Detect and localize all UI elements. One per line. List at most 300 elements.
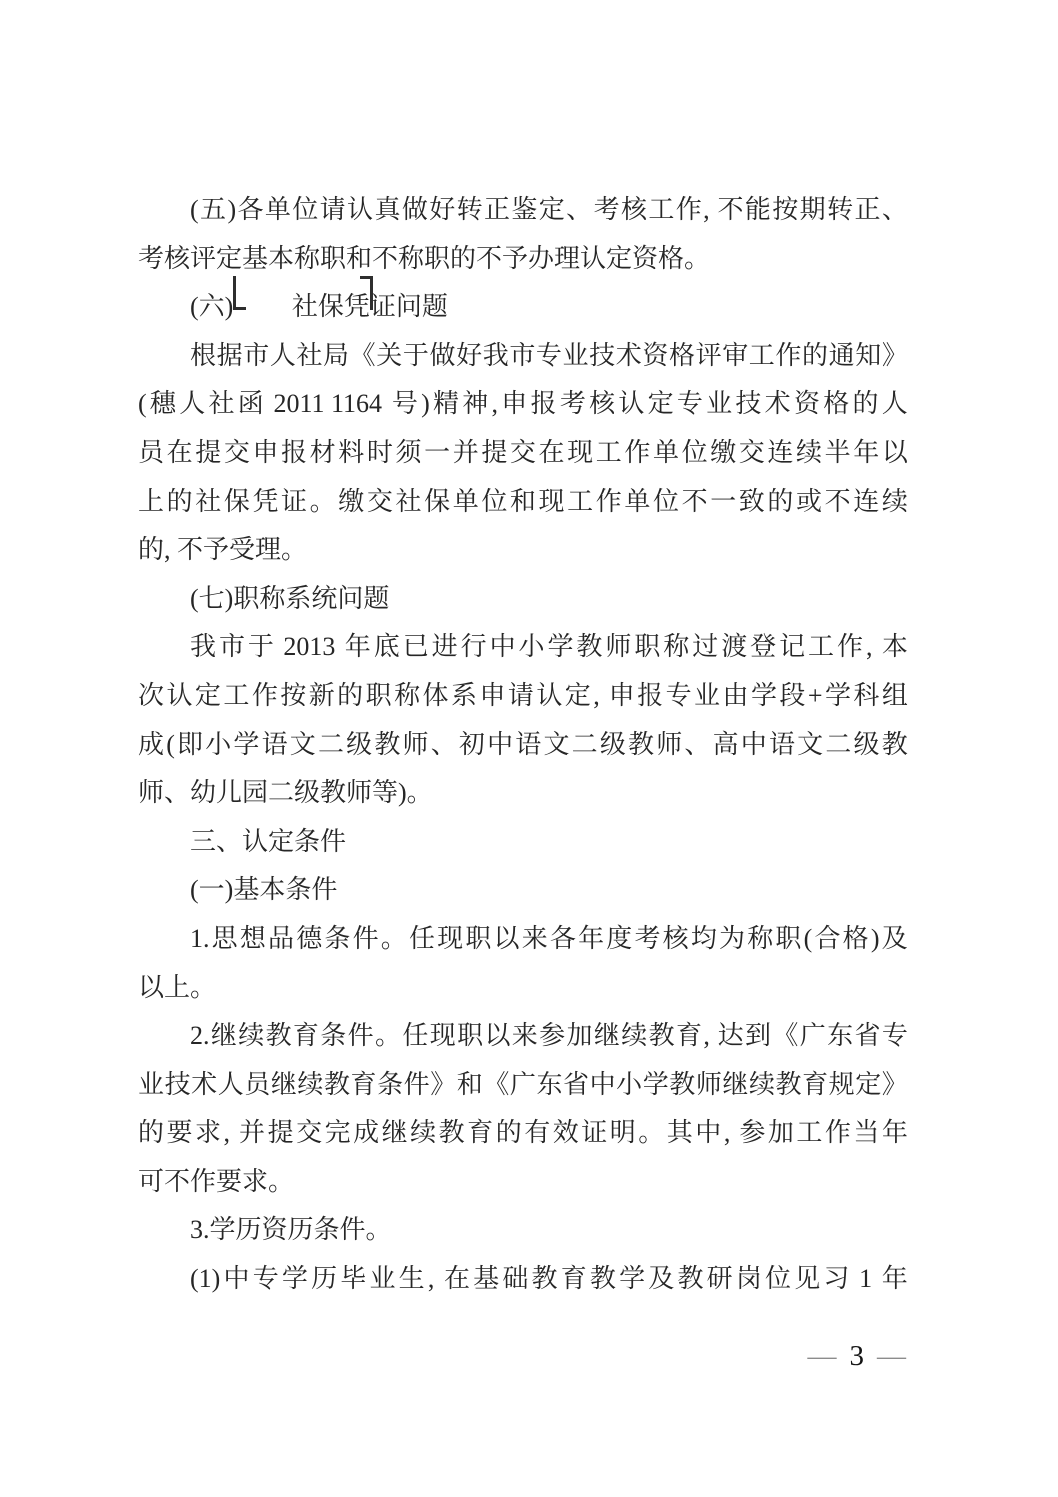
text-token: 1 bbox=[852, 1264, 879, 1294]
text-token: 期 bbox=[799, 195, 826, 224]
text-token: 各 bbox=[237, 195, 264, 224]
heading-item-1-basic: (一)基本条件 bbox=[190, 875, 338, 905]
text-token: 号 bbox=[391, 389, 418, 419]
text-token: 科 bbox=[853, 680, 880, 710]
text-token: 到 bbox=[745, 1021, 772, 1051]
text-token: 中 bbox=[223, 1264, 250, 1294]
text-token: 单 bbox=[264, 195, 291, 224]
text-token: 技 bbox=[589, 340, 616, 370]
text-token: 育 bbox=[292, 1021, 319, 1051]
text-token: 或 bbox=[796, 486, 823, 516]
text-token: 《 bbox=[349, 340, 376, 370]
text-token: , bbox=[703, 1021, 717, 1051]
text-token: 能 bbox=[744, 195, 771, 224]
text-token: 任 bbox=[402, 1021, 429, 1051]
text-token: 好 bbox=[456, 340, 483, 370]
text-token: 现 bbox=[538, 486, 565, 516]
text-token: 教 bbox=[438, 1118, 465, 1148]
text-token: 社 bbox=[208, 389, 235, 419]
text-token: 见 bbox=[794, 1264, 821, 1294]
text-token: 为 bbox=[719, 923, 746, 953]
text-token: 认 bbox=[166, 680, 193, 710]
text-token: 继 bbox=[593, 1021, 620, 1051]
text-token: 教 bbox=[648, 1021, 675, 1051]
text-token: 市 bbox=[243, 340, 270, 370]
text-token: 继 bbox=[381, 1118, 408, 1148]
paragraph-line bbox=[138, 672, 908, 721]
text-token: 上 bbox=[138, 486, 165, 516]
text-token: 2013 bbox=[276, 632, 342, 662]
text-token: 单 bbox=[624, 486, 651, 516]
text-token: 进 bbox=[431, 632, 458, 662]
text-token: 《 bbox=[483, 1069, 510, 1099]
annotated-text: 社保凭 bbox=[240, 283, 370, 332]
text-token: 职 bbox=[365, 680, 392, 710]
text-token: 度 bbox=[606, 923, 633, 953]
text-token: 我 bbox=[190, 632, 217, 662]
text-token: 的 bbox=[767, 486, 794, 516]
text-token: 思 bbox=[211, 923, 238, 953]
text-token: 文 bbox=[543, 729, 570, 759]
text-token: 工 bbox=[796, 1118, 823, 1148]
text-token: 研 bbox=[706, 1264, 733, 1294]
text-token: 中 bbox=[695, 1118, 722, 1148]
text-token: 按 bbox=[772, 195, 799, 224]
text-token: 小 bbox=[205, 729, 232, 759]
text-token: 作 bbox=[775, 340, 802, 370]
text-token: 技 bbox=[735, 389, 762, 419]
text-token: 的 bbox=[138, 1118, 165, 1148]
text-token: , bbox=[491, 389, 499, 419]
text-token: 员 bbox=[244, 1069, 271, 1099]
text-token: 真 bbox=[374, 195, 401, 224]
text-token: 及 bbox=[881, 923, 908, 953]
text-token: 语 bbox=[515, 729, 542, 759]
text-token: 教 bbox=[628, 729, 655, 759]
text-token: 底 bbox=[373, 632, 400, 662]
text-token: 高 bbox=[712, 729, 739, 759]
text-token: 德 bbox=[296, 923, 323, 953]
text-token: 东 bbox=[536, 1069, 563, 1099]
text-token: 业 bbox=[706, 389, 733, 419]
page-number-dash-left: — bbox=[807, 1340, 837, 1372]
text-token: 时 bbox=[366, 437, 393, 467]
text-token: 专 bbox=[535, 340, 562, 370]
paragraph-line: 的, 不予受理。 bbox=[138, 535, 308, 565]
text-token: 1. bbox=[190, 923, 210, 953]
text-token: 段 bbox=[779, 680, 806, 710]
line-text: (六) bbox=[190, 292, 240, 322]
text-token: 生 bbox=[398, 1264, 425, 1294]
text-token: 称 bbox=[394, 680, 421, 710]
text-token: 历 bbox=[311, 1264, 338, 1294]
text-token: 要 bbox=[166, 1118, 193, 1148]
text-token: 位 bbox=[652, 486, 679, 516]
text-token: 任 bbox=[408, 923, 435, 953]
text-token: 小 bbox=[616, 1069, 643, 1099]
text-token: 请 bbox=[319, 195, 346, 224]
text-token: 件 bbox=[347, 1021, 374, 1051]
insertion-bracket-left-icon bbox=[233, 276, 246, 310]
text-token: 有 bbox=[524, 1118, 551, 1148]
text-token: 职 bbox=[465, 923, 492, 953]
text-token: 工 bbox=[223, 680, 250, 710]
text-token: 申 bbox=[479, 680, 506, 710]
text-token: 交 bbox=[296, 1118, 323, 1148]
text-token: 教 bbox=[881, 729, 908, 759]
text-token: 续 bbox=[238, 1021, 265, 1051]
text-token: 基 bbox=[473, 1264, 500, 1294]
paragraph-line bbox=[138, 1012, 908, 1061]
text-token: 础 bbox=[502, 1264, 529, 1294]
text-token: 不 bbox=[717, 195, 744, 224]
text-token: 于 bbox=[247, 632, 274, 662]
paragraph-line: 以上。 bbox=[138, 972, 217, 1002]
text-token: 材 bbox=[309, 437, 336, 467]
text-token: 报 bbox=[530, 389, 557, 419]
text-token: 2. bbox=[190, 1021, 210, 1051]
text-token: 成 bbox=[138, 729, 165, 759]
text-token: 参 bbox=[539, 1021, 566, 1051]
text-token: 业 bbox=[562, 340, 589, 370]
paragraph-line bbox=[138, 915, 908, 964]
text-token: 加 bbox=[767, 1118, 794, 1148]
text-token: 鉴 bbox=[511, 195, 538, 224]
text-token: 业 bbox=[138, 1069, 165, 1099]
paragraph-line bbox=[138, 186, 908, 235]
text-token: 来 bbox=[521, 923, 548, 953]
text-token: ) bbox=[227, 195, 237, 224]
text-token: 核 bbox=[662, 923, 689, 953]
text-token: 转 bbox=[827, 195, 854, 224]
text-token: 及 bbox=[648, 1264, 675, 1294]
text-token: 续 bbox=[881, 486, 908, 516]
text-token: 文 bbox=[797, 729, 824, 759]
text-token: 习 bbox=[823, 1264, 850, 1294]
text-token: 提 bbox=[481, 437, 508, 467]
text-token: 》 bbox=[430, 1069, 457, 1099]
text-token: (1) bbox=[190, 1264, 221, 1294]
text-token: 业 bbox=[694, 680, 721, 710]
text-token: 术 bbox=[615, 340, 642, 370]
text-token: 核 bbox=[620, 195, 647, 224]
text-token: 证 bbox=[581, 1118, 608, 1148]
text-token: 本 bbox=[881, 632, 908, 662]
text-token: 考 bbox=[634, 923, 661, 953]
text-token: 条 bbox=[324, 923, 351, 953]
text-token: 学 bbox=[281, 1264, 308, 1294]
text-token: 并 bbox=[452, 437, 479, 467]
text-token: 现 bbox=[437, 923, 464, 953]
text-token: 报 bbox=[281, 437, 308, 467]
text-token: 条 bbox=[377, 1069, 404, 1099]
text-token: 学 bbox=[619, 1264, 646, 1294]
text-token: 核 bbox=[589, 389, 616, 419]
text-token: 的 bbox=[166, 486, 193, 516]
text-token: 语 bbox=[768, 729, 795, 759]
text-token: 申 bbox=[252, 437, 279, 467]
text-token: 师 bbox=[656, 729, 683, 759]
text-token: 考 bbox=[593, 195, 620, 224]
text-token: 正 bbox=[484, 195, 511, 224]
text-token: 文 bbox=[289, 729, 316, 759]
paragraph-line bbox=[138, 1255, 908, 1304]
text-token: , bbox=[427, 1264, 441, 1294]
text-token: 教 bbox=[531, 1264, 558, 1294]
text-token: 保 bbox=[223, 486, 250, 516]
text-token: ) bbox=[870, 923, 880, 953]
text-token: 交 bbox=[509, 437, 536, 467]
text-token: 规 bbox=[828, 1069, 855, 1099]
text-token: 加 bbox=[566, 1021, 593, 1051]
text-token: 术 bbox=[764, 389, 791, 419]
text-token: 毕 bbox=[340, 1264, 367, 1294]
text-token: 育 bbox=[675, 1021, 702, 1051]
text-token: 年 bbox=[881, 1118, 908, 1148]
text-token: 提 bbox=[195, 437, 222, 467]
text-token: 按 bbox=[280, 680, 307, 710]
text-token: 精 bbox=[433, 389, 460, 419]
document-body bbox=[138, 186, 908, 1304]
text-token: 专 bbox=[252, 1264, 279, 1294]
text-token: 社 bbox=[296, 340, 323, 370]
text-token: 定 bbox=[194, 680, 221, 710]
text-token: 件 bbox=[352, 923, 379, 953]
text-token: 教 bbox=[265, 1021, 292, 1051]
text-token: 工 bbox=[748, 340, 775, 370]
text-token: , bbox=[703, 195, 717, 224]
text-token: 半 bbox=[824, 437, 851, 467]
text-token: 定 bbox=[855, 1069, 882, 1099]
text-token: 渡 bbox=[721, 632, 748, 662]
heading-item-7: (七)职称系统问题 bbox=[190, 583, 390, 613]
text-token: 二 bbox=[571, 729, 598, 759]
text-token: 缴 bbox=[338, 486, 365, 516]
text-token: 由 bbox=[722, 680, 749, 710]
text-token: 好 bbox=[429, 195, 456, 224]
text-token: 教 bbox=[323, 1069, 350, 1099]
text-token: 社 bbox=[195, 486, 222, 516]
text-token: 做 bbox=[429, 340, 456, 370]
text-token: 资 bbox=[642, 340, 669, 370]
text-token: 称 bbox=[663, 632, 690, 662]
text-token: 工 bbox=[648, 195, 675, 224]
text-token: 保 bbox=[424, 486, 451, 516]
text-token: 作 bbox=[624, 437, 651, 467]
text-token: 报 bbox=[637, 680, 664, 710]
text-token: 年 bbox=[344, 632, 371, 662]
text-token: , bbox=[723, 1118, 737, 1148]
text-token: 中 bbox=[489, 632, 516, 662]
text-token: 职 bbox=[634, 632, 661, 662]
text-token: 请 bbox=[507, 680, 534, 710]
text-token: 品 bbox=[268, 923, 295, 953]
text-token: 师 bbox=[605, 632, 632, 662]
paragraph-line bbox=[138, 623, 908, 672]
text-token: 师 bbox=[402, 729, 429, 759]
text-token: 社 bbox=[395, 486, 422, 516]
text-token: 技 bbox=[164, 1069, 191, 1099]
text-token: 连 bbox=[767, 437, 794, 467]
text-token: 教 bbox=[589, 1264, 616, 1294]
text-token: 年 bbox=[853, 437, 880, 467]
text-token: 一 bbox=[424, 437, 451, 467]
text-token: 位 bbox=[765, 1264, 792, 1294]
text-token: 岗 bbox=[735, 1264, 762, 1294]
text-token: 达 bbox=[717, 1021, 744, 1051]
text-token: 过 bbox=[692, 632, 719, 662]
text-token: 、 bbox=[566, 195, 593, 224]
paragraph-line: 可不作要求。 bbox=[138, 1166, 295, 1196]
text-token: 教 bbox=[775, 1069, 802, 1099]
heading-item-3-qualification: 3.学历资历条件。 bbox=[190, 1215, 392, 1245]
text-token: 证 bbox=[281, 486, 308, 516]
page-number-value: 3 bbox=[849, 1340, 864, 1372]
text-token: 格 bbox=[842, 923, 869, 953]
text-token: 和 bbox=[456, 1069, 483, 1099]
text-token: 作 bbox=[837, 632, 864, 662]
text-token: 来 bbox=[511, 1021, 538, 1051]
text-token: 条 bbox=[320, 1021, 347, 1051]
text-token: 作 bbox=[675, 195, 702, 224]
text-token: 省 bbox=[563, 1069, 590, 1099]
text-token: 记 bbox=[779, 632, 806, 662]
text-token: 须 bbox=[395, 437, 422, 467]
paragraph-line bbox=[138, 1061, 908, 1110]
text-token: 其 bbox=[666, 1118, 693, 1148]
text-token: + bbox=[807, 680, 823, 710]
text-token: 二 bbox=[825, 729, 852, 759]
text-token: 组 bbox=[881, 680, 908, 710]
text-token: 育 bbox=[467, 1118, 494, 1148]
text-token: 作 bbox=[595, 486, 622, 516]
text-token: 料 bbox=[338, 437, 365, 467]
text-token: 行 bbox=[460, 632, 487, 662]
text-token: 资 bbox=[793, 389, 820, 419]
text-token: 继 bbox=[722, 1069, 749, 1099]
text-token: 神 bbox=[462, 389, 489, 419]
text-token: 位 bbox=[681, 437, 708, 467]
text-token: 人 bbox=[881, 389, 908, 419]
text-token: 关 bbox=[376, 340, 403, 370]
text-token: 于 bbox=[402, 340, 429, 370]
text-token: 位 bbox=[481, 486, 508, 516]
text-token: 评 bbox=[695, 340, 722, 370]
text-token: 年 bbox=[578, 923, 605, 953]
paragraph-line bbox=[138, 478, 908, 527]
text-token: 合 bbox=[814, 923, 841, 953]
text-token: 根 bbox=[190, 340, 217, 370]
paragraph-line bbox=[138, 429, 908, 478]
line-text: 证问题 bbox=[369, 292, 448, 322]
text-token: 称 bbox=[747, 923, 774, 953]
text-token: 育 bbox=[802, 1069, 829, 1099]
text-token: 定 bbox=[538, 195, 565, 224]
text-token: , bbox=[593, 680, 607, 710]
text-token: 提 bbox=[267, 1118, 294, 1148]
text-token: 交 bbox=[223, 437, 250, 467]
text-token: 致 bbox=[738, 486, 765, 516]
text-token: 我 bbox=[482, 340, 509, 370]
paragraph-line: 师、幼儿园二级教师等)。 bbox=[138, 778, 433, 808]
text-token: ( bbox=[166, 729, 175, 759]
text-token: 语 bbox=[261, 729, 288, 759]
insertion-bracket-right-icon bbox=[360, 276, 373, 310]
text-token: 作 bbox=[824, 1118, 851, 1148]
text-token: 学 bbox=[750, 680, 777, 710]
text-token: 在 bbox=[443, 1264, 470, 1294]
text-token: 现 bbox=[567, 437, 594, 467]
text-token: 中 bbox=[589, 1069, 616, 1099]
text-token: 五 bbox=[200, 195, 227, 224]
text-token: 续 bbox=[621, 1021, 648, 1051]
text-token: 局 bbox=[323, 340, 350, 370]
text-token: 教 bbox=[677, 1264, 704, 1294]
text-token: 明 bbox=[609, 1118, 636, 1148]
text-token: 在 bbox=[538, 437, 565, 467]
text-token: 缴 bbox=[710, 437, 737, 467]
text-token: 据 bbox=[216, 340, 243, 370]
text-token: 小 bbox=[518, 632, 545, 662]
text-token: 专 bbox=[665, 680, 692, 710]
text-token: 中 bbox=[740, 729, 767, 759]
text-token: 续 bbox=[748, 1069, 775, 1099]
text-token: 继 bbox=[210, 1021, 237, 1051]
text-token: 师 bbox=[695, 1069, 722, 1099]
text-token: 人 bbox=[179, 389, 206, 419]
text-token: 连 bbox=[853, 486, 880, 516]
text-token: 即 bbox=[177, 729, 204, 759]
text-token: 育 bbox=[560, 1264, 587, 1294]
text-token: 现 bbox=[429, 1021, 456, 1051]
text-token: 凭 bbox=[252, 486, 279, 516]
text-token: 专 bbox=[881, 1021, 908, 1051]
text-token: 广 bbox=[799, 1021, 826, 1051]
text-token: 。 bbox=[309, 486, 336, 516]
text-token: 位 bbox=[292, 195, 319, 224]
text-token: 转 bbox=[456, 195, 483, 224]
text-token: ( bbox=[803, 923, 813, 953]
text-token: 级 bbox=[346, 729, 373, 759]
text-token: 穗 bbox=[149, 389, 176, 419]
text-token: ( bbox=[190, 195, 199, 224]
text-token: 学 bbox=[824, 680, 851, 710]
text-token: 东 bbox=[827, 1021, 854, 1051]
text-token: 业 bbox=[369, 1264, 396, 1294]
text-token: 续 bbox=[297, 1069, 324, 1099]
text-token: 继 bbox=[270, 1069, 297, 1099]
text-token: 格 bbox=[668, 340, 695, 370]
paragraph-line bbox=[138, 721, 908, 770]
text-token: 和 bbox=[509, 486, 536, 516]
text-token: 年 bbox=[881, 1264, 908, 1294]
text-token: 交 bbox=[738, 437, 765, 467]
text-token: , bbox=[865, 632, 879, 662]
text-token: 单 bbox=[652, 437, 679, 467]
text-token: 知 bbox=[855, 340, 882, 370]
text-token: 作 bbox=[251, 680, 278, 710]
text-token: 不 bbox=[824, 486, 851, 516]
text-token: 学 bbox=[547, 632, 574, 662]
text-token: 以 bbox=[484, 1021, 511, 1051]
text-token: 效 bbox=[552, 1118, 579, 1148]
text-token: 定 bbox=[564, 680, 591, 710]
text-token: 》 bbox=[881, 1069, 908, 1099]
text-token: 认 bbox=[347, 195, 374, 224]
text-token: 续 bbox=[410, 1118, 437, 1148]
text-token: 格 bbox=[823, 389, 850, 419]
text-token: 二 bbox=[317, 729, 344, 759]
